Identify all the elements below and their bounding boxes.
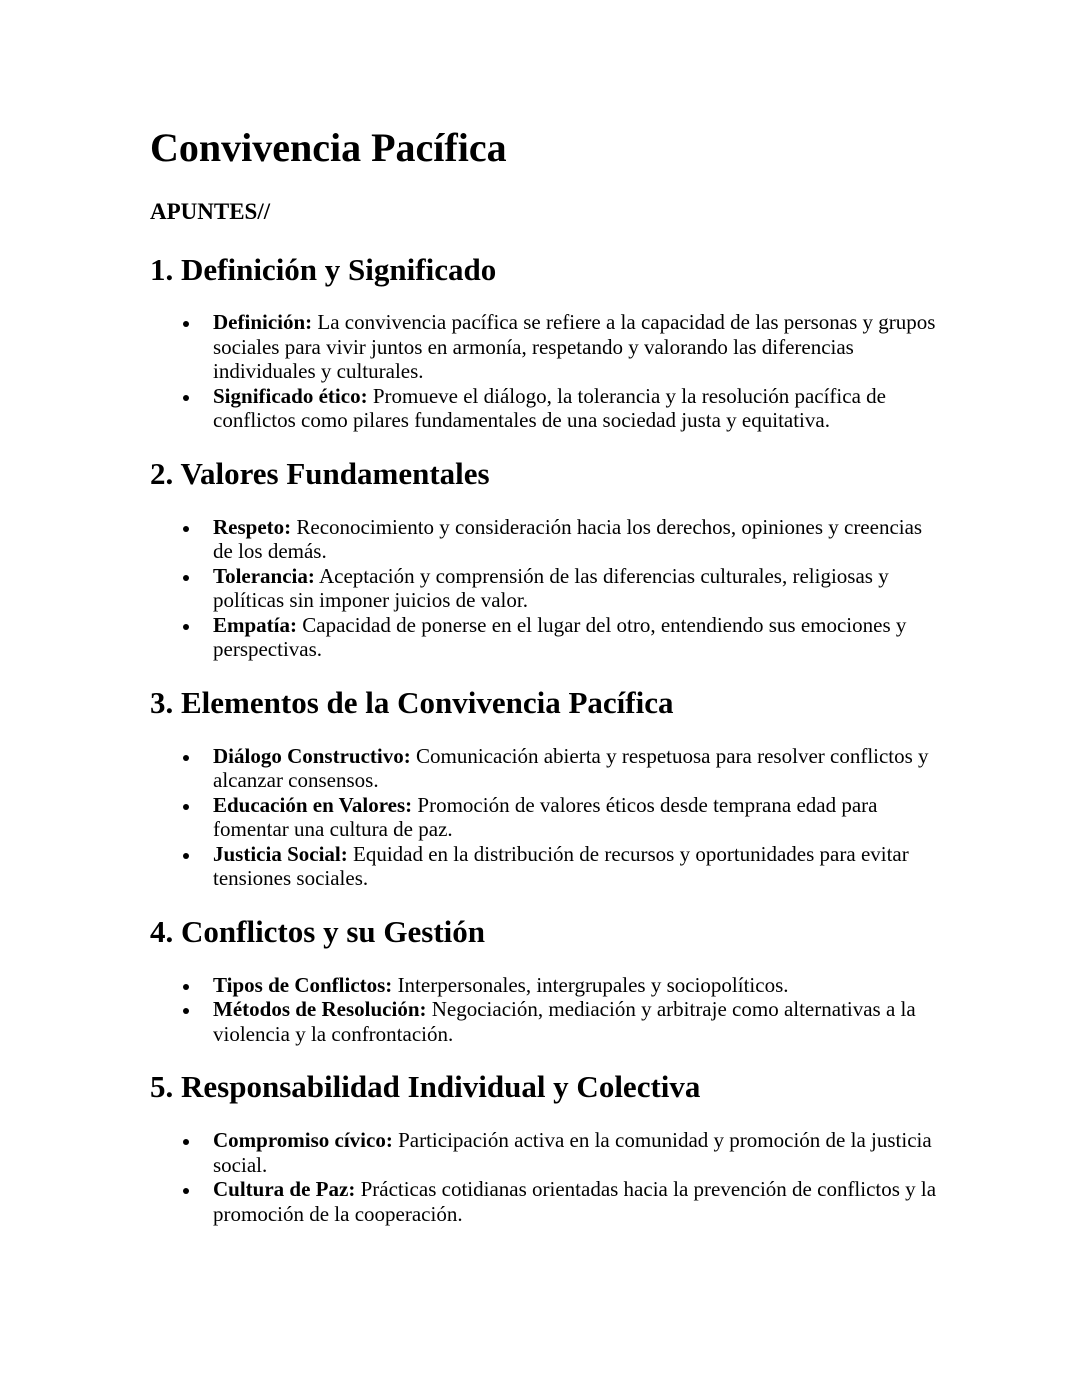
bullet-list xyxy=(150,310,940,433)
item-text: Participación activa en la comunidad y promoción de la justicia social. xyxy=(213,1128,932,1177)
item-text: Prácticas cotidianas orientadas hacia la prevención de conflictos y la promoción de la cooperación. xyxy=(213,1177,937,1226)
bullet-icon xyxy=(183,984,189,990)
section-heading: 2. Valores Fundamentales xyxy=(150,455,490,491)
item-text: Promoción de valores éticos desde temprana edad para fomentar una cultura de paz. xyxy=(213,792,878,841)
item-term: Métodos de Resolución: xyxy=(213,997,427,1021)
list-item xyxy=(213,384,940,433)
section-responsabilidad xyxy=(150,1069,940,1226)
item-term: Diálogo Constructivo: xyxy=(213,743,411,768)
item-text: Aceptación y comprensión de las diferencias culturales, religiosas y políticas sin imponer juicios de valor. xyxy=(213,563,889,612)
item-text: Capacidad de ponerse en el lugar del otro, entendiendo sus emociones y perspectivas. xyxy=(213,612,907,661)
bullet-icon xyxy=(183,575,189,581)
bullet-icon xyxy=(183,804,189,810)
bullet-icon xyxy=(183,624,189,630)
item-term: Justicia Social: xyxy=(213,841,348,866)
bullet-icon xyxy=(183,1008,189,1014)
list-item xyxy=(213,744,940,793)
item-term: Tipos de Conflictos: xyxy=(213,972,393,997)
list-item xyxy=(213,997,940,1046)
item-term: Definición: xyxy=(213,310,313,334)
section-heading: 5. Responsabilidad Individual y Colectiva xyxy=(150,1069,701,1104)
item-text: Equidad en la distribución de recursos y oportunidades para evitar tensiones sociales. xyxy=(213,841,909,890)
bullet-icon xyxy=(183,321,189,327)
bullet-icon xyxy=(183,1188,189,1194)
item-term: Tolerancia: xyxy=(213,563,315,588)
bullet-list xyxy=(150,744,940,891)
bullet-icon xyxy=(183,526,189,532)
section-heading: 4. Conflictos y su Gestión xyxy=(150,913,485,949)
list-item xyxy=(213,973,940,998)
list-item xyxy=(213,842,940,891)
item-text: Interpersonales, intergrupales y sociopolíticos. xyxy=(392,972,789,997)
section-conflictos xyxy=(150,914,940,1047)
item-term: Respeto: xyxy=(213,514,292,539)
item-text: Promueve el diálogo, la tolerancia y la resolución pacífica de conflictos como pilares fundamentales de una sociedad justa y equitativa. xyxy=(213,383,886,432)
bullet-list xyxy=(150,973,940,1047)
list-item xyxy=(213,310,940,384)
bullet-icon xyxy=(183,755,189,761)
item-text: Comunicación abierta y respetuosa para resolver conflictos y alcanzar consensos. xyxy=(213,743,929,792)
section-elementos xyxy=(150,685,940,891)
bullet-list xyxy=(150,515,940,662)
item-text: Negociación, mediación y arbitraje como alternativas a la violencia y la confrontación. xyxy=(213,997,916,1046)
item-term: Educación en Valores: xyxy=(213,792,413,817)
list-item xyxy=(213,1177,940,1226)
item-term: Significado ético: xyxy=(213,383,368,408)
bullet-icon xyxy=(183,1139,189,1145)
section-valores xyxy=(150,456,940,662)
list-item xyxy=(213,564,940,613)
bullet-icon xyxy=(183,853,189,859)
document-title: Convivencia Pacífica xyxy=(150,125,507,170)
list-item xyxy=(213,1128,940,1177)
section-definicion xyxy=(150,252,940,433)
section-heading: 1. Definición y Significado xyxy=(150,252,497,287)
list-item xyxy=(213,613,940,662)
list-item xyxy=(213,793,940,842)
item-term: Cultura de Paz: xyxy=(213,1177,356,1201)
document-page xyxy=(150,124,940,1226)
bullet-icon xyxy=(183,395,189,401)
item-text: La convivencia pacífica se refiere a la capacidad de las personas y grupos sociales para vivir juntos en armonía, respetando y valorando las diferencias individuales y culturales. xyxy=(213,310,936,383)
bullet-list xyxy=(150,1128,940,1226)
item-term: Compromiso cívico: xyxy=(213,1128,393,1152)
document-subtitle: APUNTES// xyxy=(150,199,271,224)
item-text: Reconocimiento y consideración hacia los derechos, opiniones y creencias de los demás. xyxy=(213,514,923,563)
section-heading: 3. Elementos de la Convivencia Pacífica xyxy=(150,684,674,720)
item-term: Empatía: xyxy=(213,612,297,637)
list-item xyxy=(213,515,940,564)
